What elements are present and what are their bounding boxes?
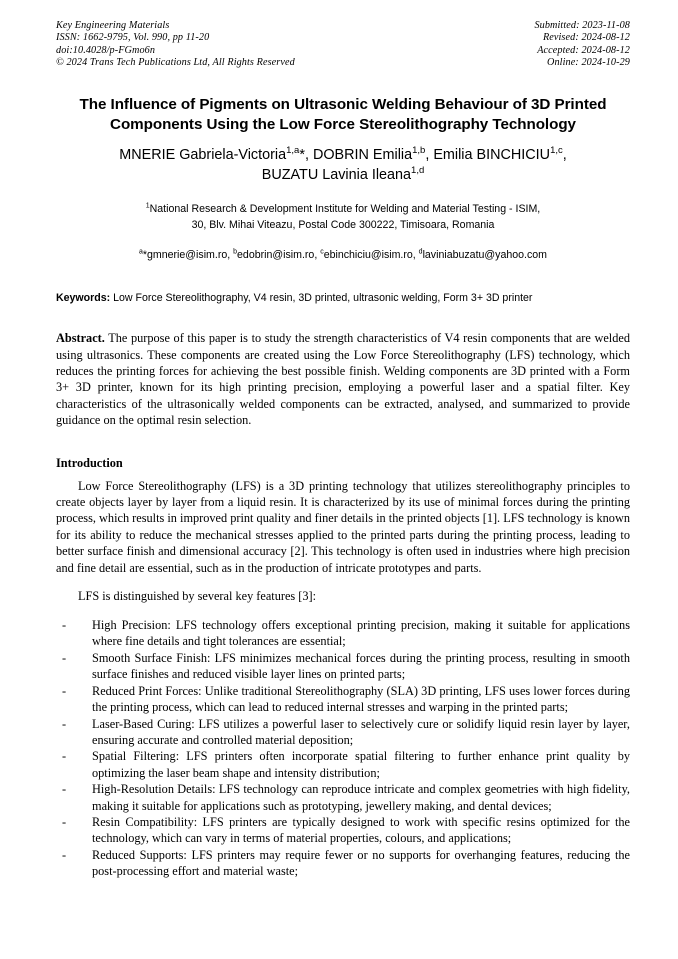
- introduction-paragraph-1: Low Force Stereolithography (LFS) is a 3D printing technology that utilizes stereolithography principles to create objects layer by layer from a liquid resin. It is characterized by its use of minimal forces during the printing process, which results in improved print quality and finer details in the printed objects [1]. LFS technology is known for its ability to reduce the mechanical stresses applied to the printed parts during the printing process, leading to better surface finish and dimensional accuracy [2]. This technology is often used in industries where high precision and fine detail are essential, such as in the production of intricate prototypes and parts.: [56, 478, 630, 575]
- affiliation: [56, 201, 630, 234]
- list-dash-marker: -: [62, 650, 67, 665]
- author-line-2: [262, 167, 425, 183]
- keywords-block: [56, 291, 630, 306]
- lfs-features-list: [56, 617, 630, 880]
- masthead-right: [534, 20, 630, 70]
- list-item: [56, 847, 630, 880]
- online-date: Online: 2024-10-29: [546, 57, 630, 69]
- list-item-text: Laser-Based Curing: LFS utilizes a powerful laser to selectively cure or solidify liquid resin layer by layer, ensuring accurate and controlled material deposition;: [92, 716, 630, 747]
- list-item: [56, 617, 630, 650]
- author-affiliation-marker: 1,c: [550, 145, 563, 156]
- revised-date: Revised: 2024-08-12: [542, 32, 630, 44]
- author-line-1: MNERIE Gabriela-Victoria$^{1,a}$*, DOBRIN Emilia$^{1,b}$, Emilia BINCHICIU$^{1,c}$,: [119, 145, 567, 163]
- affiliation-marker: 1: [145, 202, 150, 210]
- email-marker: a: [139, 248, 143, 256]
- affiliation-line-2: 30, Blv. Mihai Viteazu, Postal Code 300222, Timisoara, Romania: [191, 219, 495, 232]
- list-dash-marker: -: [62, 618, 67, 633]
- abstract-block: [56, 330, 630, 428]
- corresponding-author-marker: *: [299, 146, 305, 163]
- list-item-text: Reduced Supports: LFS printers may require fewer or no supports for overhanging features, reducing the post-processing effort and material waste;: [92, 847, 630, 879]
- list-item-text: Smooth Surface Finish: LFS minimizes mechanical forces during the printing process, resulting in smooth surface finishes and reduced visible layer lines on printed parts;: [92, 650, 630, 682]
- email-address[interactable]: gmnerie@isim.ro: [147, 248, 228, 261]
- email-address[interactable]: edobrin@isim.ro: [237, 248, 315, 261]
- email-address[interactable]: laviniabuzatu@yahoo.com: [422, 248, 547, 261]
- list-dash-marker: -: [62, 683, 67, 698]
- affiliation-line-1: National Research & Development Institute for Welding and Material Testing - ISIM,: [149, 202, 541, 215]
- copyright-line: © 2024 Trans Tech Publications Ltd, All Rights Reserved: [56, 57, 295, 69]
- journal-masthead: [56, 20, 630, 70]
- keywords-text: Low Force Stereolithography, V4 resin, 3D printed, ultrasonic welding, Form 3+ 3D printer: [113, 291, 533, 304]
- author-emails: $^a$*gmnerie@isim.ro, $^b$edobrin@isim.ro, $^c$ebinchiciu@isim.ro, $^d$laviniabuzatu@yahoo.com: [139, 248, 547, 261]
- email-address[interactable]: ebinchiciu@isim.ro: [323, 248, 413, 261]
- journal-name: Key Engineering Materials: [56, 20, 170, 31]
- introduction-paragraph-2: LFS is distinguished by several key features [3]:: [78, 589, 317, 604]
- email-marker: b: [233, 248, 238, 256]
- list-dash-marker: -: [62, 716, 67, 731]
- author-name: Emilia BINCHICIU: [433, 146, 551, 163]
- list-item-text: Spatial Filtering: LFS printers often incorporate spatial filtering to further enhance print quality by optimizing the laser beam shape and intensity distribution;: [92, 749, 630, 780]
- list-item-text: Reduced Print Forces: Unlike traditional Stereolithography (SLA) 3D printing, LFS uses lower forces during the printing process, which can lead to reduced internal stresses and warping in the printed parts;: [92, 683, 630, 715]
- section-heading-introduction: Introduction: [56, 455, 123, 470]
- list-dash-marker: -: [62, 814, 67, 829]
- doi[interactable]: doi:10.4028/p-FGmo6n: [56, 44, 156, 56]
- abstract-text: The purpose of this paper is to study the strength characteristics of V4 resin components that are welded using ultrasonics. These components are created using the Low Force Stereolithography (LFS) technology, which reduces the printing forces for achieving the best possible finish. Welding components are 3D printed with a Form 3+ 3D printer, known for its high printing precision, employing a powerful laser and a spatial filter. Key characteristics of the ultrasonically welded components can be extracted, analysed, and summarized to provide guidance on the optimal resin selection.: [56, 331, 630, 428]
- keywords-label: Keywords:: [56, 291, 111, 304]
- author-name: DOBRIN Emilia: [312, 146, 413, 163]
- email-marker: c: [320, 248, 324, 256]
- list-item: [56, 683, 630, 716]
- page-title: The Influence of Pigments on Ultrasonic Welding Behaviour of 3D Printed Components Using the Low Force Stereolithography Technology: [79, 95, 607, 133]
- abstract-label: Abstract.: [56, 331, 105, 346]
- list-item: [56, 781, 630, 814]
- list-dash-marker: -: [62, 749, 67, 764]
- issn-volume-pages: ISSN: 1662-9795, Vol. 990, pp 11-20: [56, 32, 210, 44]
- submitted-date: Submitted: 2023-11-08: [534, 20, 630, 31]
- author-name: MNERIE Gabriela-Victoria: [119, 146, 287, 163]
- masthead-left: [56, 20, 295, 70]
- author-name: BUZATU Lavinia Ileana: [261, 167, 412, 184]
- author-list: [56, 145, 630, 186]
- accepted-date: Accepted: 2024-08-12: [537, 44, 630, 56]
- list-item-text: High Precision: LFS technology offers exceptional printing precision, making it suitable for applications where fine details and tight tolerances are essential;: [92, 618, 630, 649]
- author-affiliation-marker: 1,b: [412, 145, 426, 156]
- author-affiliation-marker: 1,d: [411, 165, 425, 177]
- list-item: [56, 748, 630, 781]
- list-item-text: High-Resolution Details: LFS technology can reproduce intricate and complex geometries with high fidelity, making it suitable for applications such as prototyping, jewellery making, and dental devices;: [92, 782, 630, 813]
- list-dash-marker: -: [62, 782, 67, 797]
- list-dash-marker: -: [62, 847, 67, 862]
- email-marker: d: [418, 248, 423, 256]
- list-item: [56, 716, 630, 749]
- list-item: [56, 814, 630, 847]
- author-affiliation-marker: 1,a: [286, 145, 300, 156]
- list-item: [56, 650, 630, 683]
- list-item-text: Resin Compatibility: LFS printers are typically designed to work with specific resins optimized for the technology, which can vary in terms of material properties, colours, and applications;: [92, 814, 630, 846]
